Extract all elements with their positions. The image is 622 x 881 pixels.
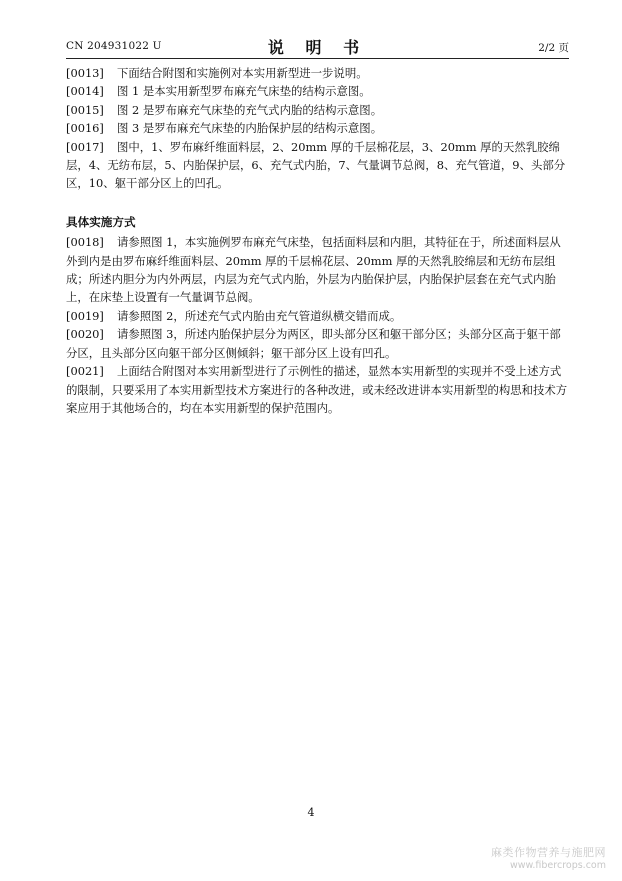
paragraph-0020: [66, 325, 569, 362]
paragraph-text: 请参照图 2，所述充气式内胎由充气管道纵横交错而成。: [117, 308, 402, 323]
watermark-chinese: 麻类作物营养与施肥网: [491, 846, 606, 859]
paragraph-text: 请参照图 1，本实施例罗布麻充气床垫，包括面料层和内胆，其特征在于，所述面料层从外到内是由罗布麻纤维面料层、20mm 厚的千层棉花层、20mm 厚的天然乳胶绵层和无纺布层组成；所述内胆分为内外两层，内层为充气式内胎，外层为内胎保护层，内胎保护层套在充气式内胎上，在床垫上设置有一气量调节总阀。: [66, 235, 561, 305]
patent-number: CN 204931022 U: [66, 40, 162, 52]
paragraph-0017: [66, 138, 569, 193]
paragraph-number: [0021]: [66, 364, 104, 379]
section-heading: 具体实施方式: [66, 214, 136, 229]
watermark-url: www.fibercrops.com: [509, 860, 606, 871]
paragraph-0016: [66, 119, 569, 137]
paragraph-number: [0017]: [66, 139, 104, 154]
paragraph-text: 上面结合附图对本实用新型进行了示例性的描述，显然本实用新型的实现并不受上述方式的限制，只要采用了本实用新型技术方案进行的各种改进，或未经改进讲本实用新型的构思和技术方案应用于其他场合的，均在本实用新型的保护范围内。: [66, 364, 568, 415]
paragraph-number: [0018]: [66, 235, 104, 250]
paragraph-0021: [66, 362, 569, 417]
paragraph-text: 下面结合附图和实施例对本实用新型进一步说明。: [117, 66, 368, 80]
header-divider: [66, 58, 569, 59]
paragraph-number: [0019]: [66, 308, 104, 323]
paragraph-number: [0020]: [66, 327, 104, 342]
site-watermark: [491, 846, 606, 872]
paragraph-text: 请参照图 3，所述内胎保护层分为两区，即头部分区和躯干部分区；头部分区高于躯干部分区，且头部分区向躯干部分区侧倾斜；躯干部分区上设有凹孔。: [66, 327, 561, 360]
document-body: [66, 64, 569, 417]
paragraph-number: [0016]: [66, 121, 104, 136]
page-header: [66, 34, 569, 56]
paragraph-number: [0014]: [66, 84, 104, 99]
paragraph-0019: [66, 307, 569, 325]
paragraph-number: [0013]: [66, 66, 104, 80]
paragraph-text: 图 1 是本实用新型罗布麻充气床垫的结构示意图。: [117, 84, 371, 99]
page-indicator: 2/2 页: [538, 42, 569, 54]
paragraph-0013: [66, 64, 569, 82]
paragraph-0018: [66, 233, 569, 307]
paragraph-text: 图 2 是罗布麻充气床垫的充气式内胎的结构示意图。: [117, 102, 383, 117]
paragraph-text: 图 3 是罗布麻充气床垫的内胎保护层的结构示意图。: [117, 121, 383, 136]
paragraph-0014: [66, 82, 569, 100]
paragraph-0015: [66, 101, 569, 119]
paragraph-number: [0015]: [66, 102, 104, 117]
page-number: 4: [307, 806, 315, 819]
document-title: 说 明 书: [267, 38, 368, 57]
paragraph-text: 图中，1、罗布麻纤维面料层，2、20mm 厚的千层棉花层，3、20mm 厚的天然乳胶绵层，4、无纺布层，5、内胎保护层，6、充气式内胎，7、气量调节总阀，8、充气管道，9、头部分区，10、躯干部分区上的凹孔。: [66, 139, 566, 191]
